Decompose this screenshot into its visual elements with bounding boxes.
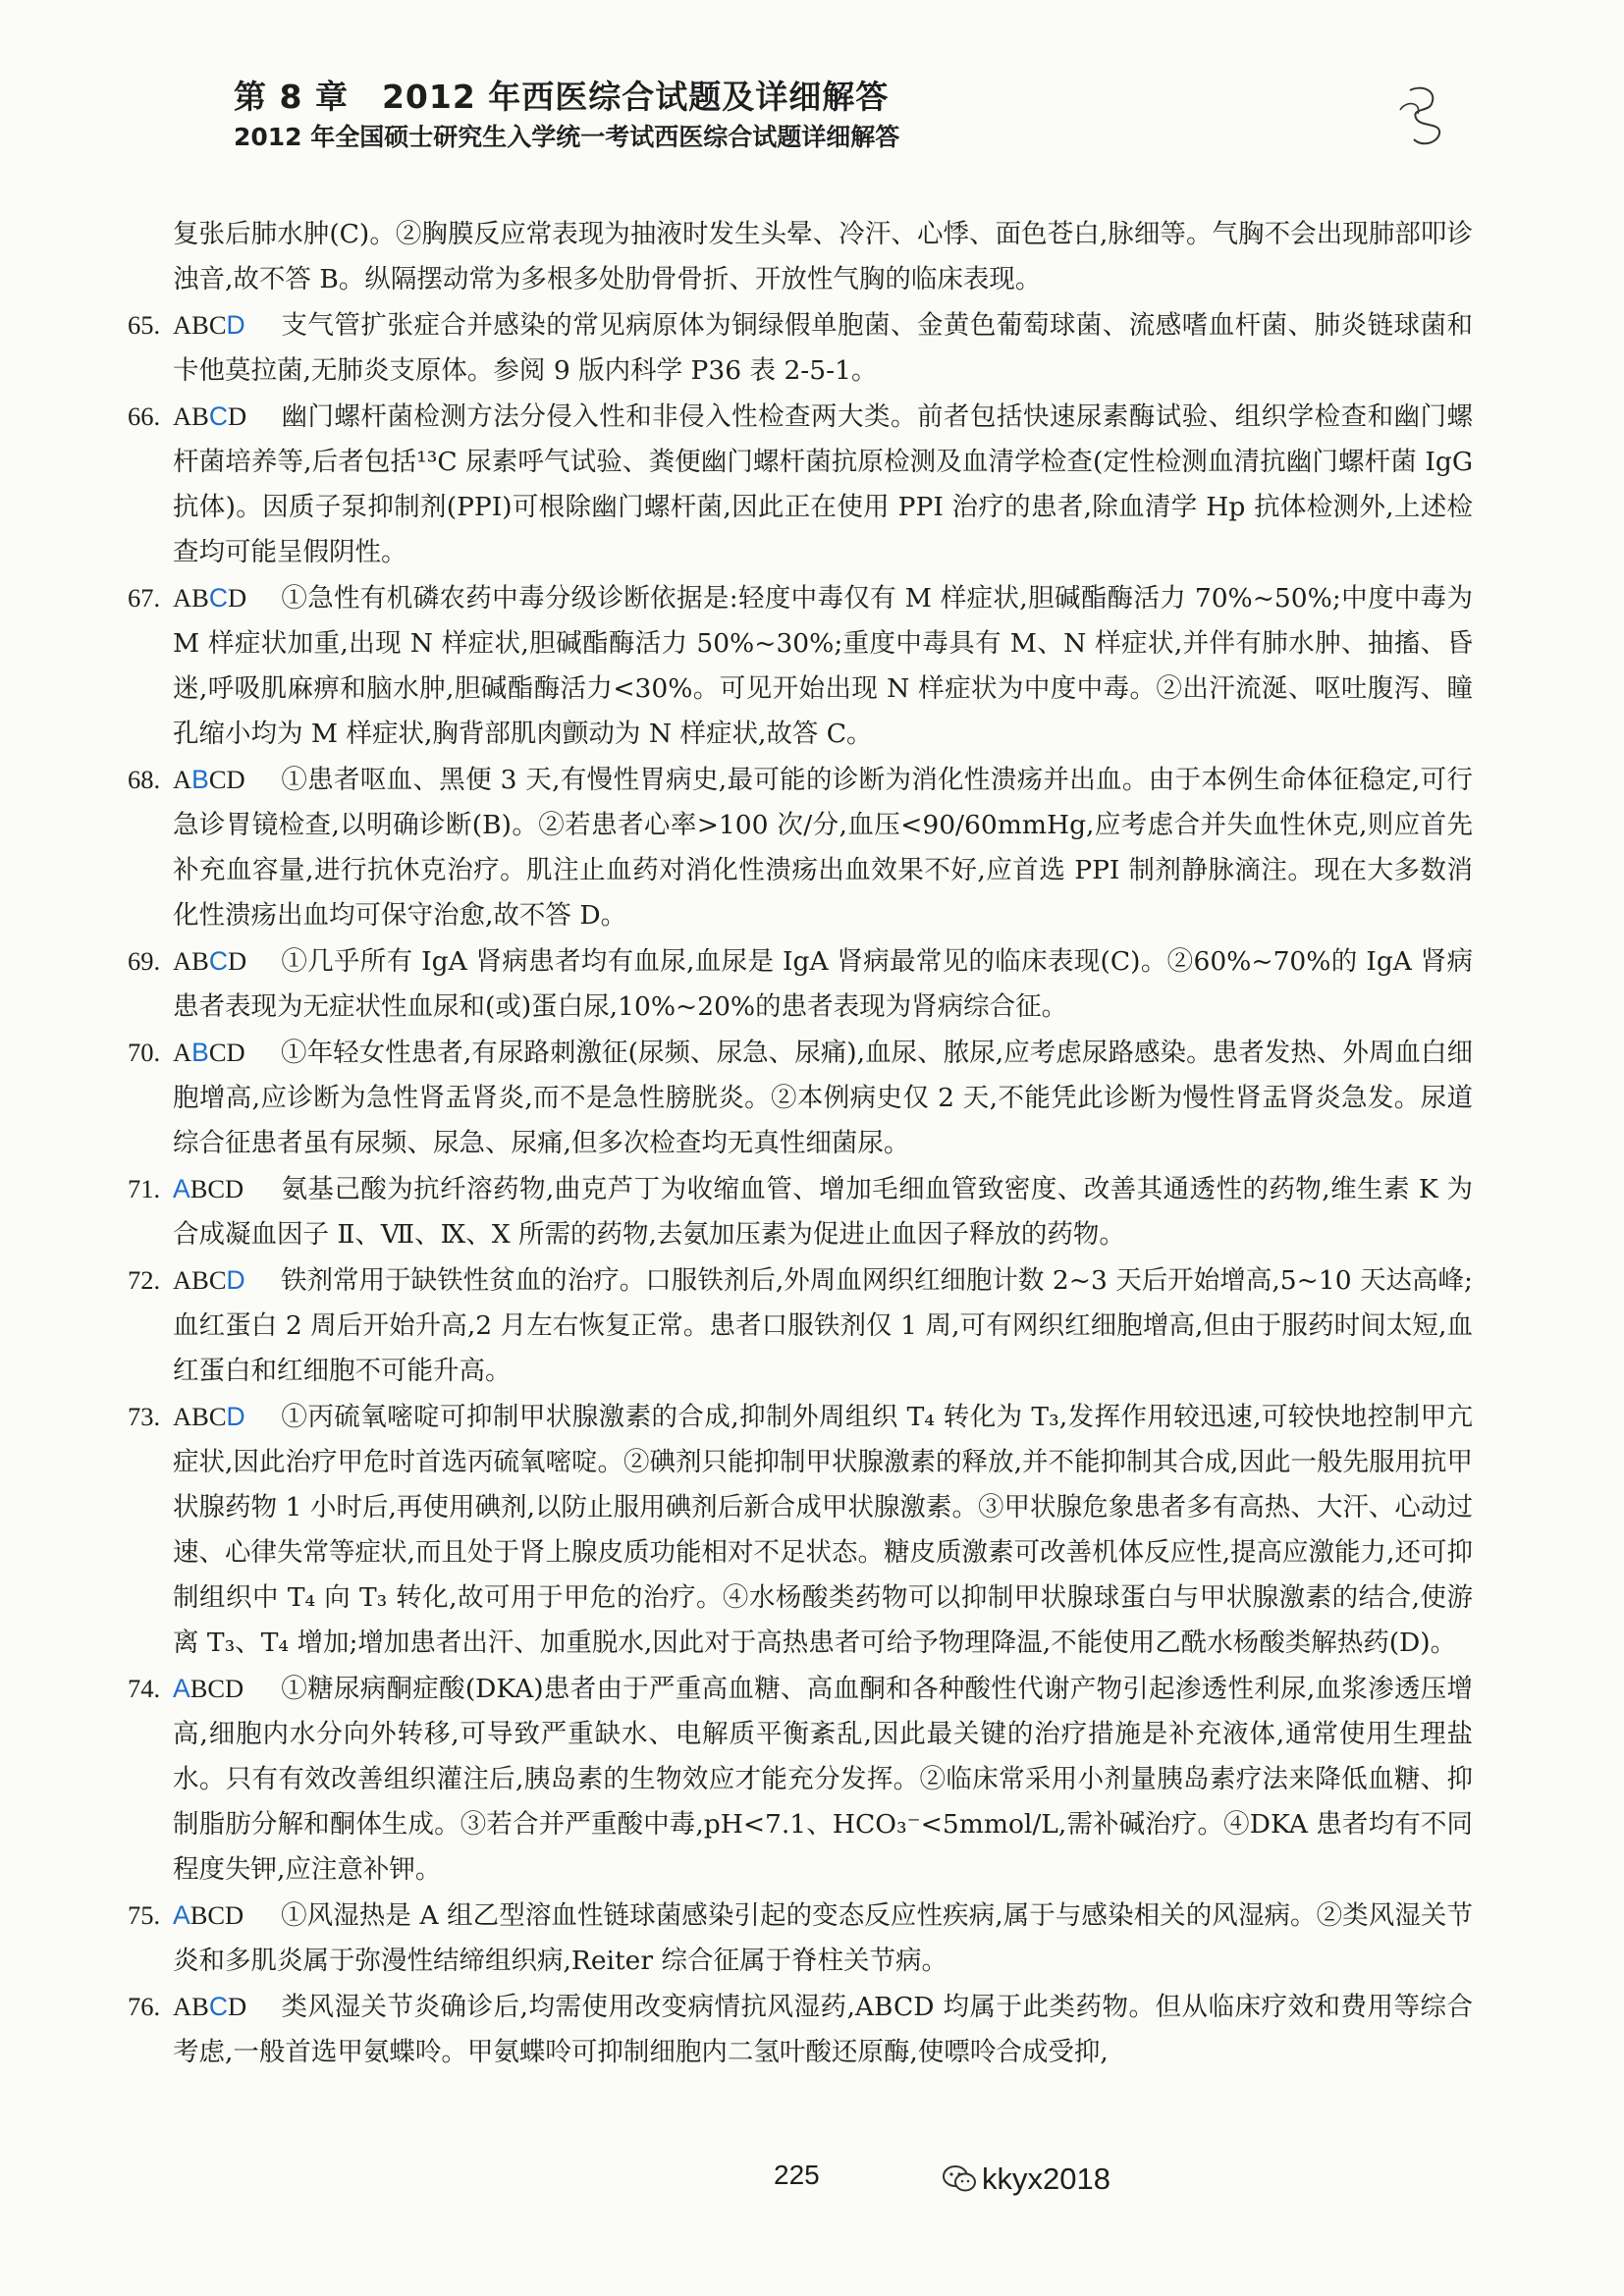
answer-options [173, 1394, 281, 1439]
question-number: 66. [128, 401, 161, 431]
question-number: 68. [128, 765, 161, 794]
explanation-block [173, 575, 1473, 757]
answer-options [173, 938, 281, 984]
explanation-text: ①患者呕血、黑便 3 天,有慢性胃病史,最可能的诊断为消化性溃疡并出血。由于本例生命体征稳定,可行急诊胃镜检查,以明确诊断(B)。②若患者心率>100 次/分,血压<90/60mmHg,应考虑合并失血性休克,则应首先补充血容量,进行抗休克治疗。肌注止血药对消化性溃疡出血效果不好,应首选 PPI 制剂静脉滴注。现在大多数消化性溃疡出血均可保守治愈,故不答 D。 [173, 765, 1473, 931]
answer-options [173, 302, 281, 347]
answer-item [128, 302, 1473, 394]
wechat-id: kkyx2018 [982, 2162, 1110, 2196]
explanation-text: 幽门螺杆菌检测方法分侵入性和非侵入性检查两大类。前者包括快速尿素酶试验、组织学检查和幽门螺杆菌培养等,后者包括¹³C 尿素呼气试验、粪便幽门螺杆菌抗原检测及血清学检查(定性检测血清抗幽门螺杆菌 IgG 抗体)。因质子泵抑制剂(PPI)可根除幽门螺杆菌,因此正在使用 PPI 治疗的患者,除血清学 Hp 抗体检测外,上述检查均可能呈假阴性。 [173, 401, 1473, 567]
question-number: 71. [128, 1174, 161, 1203]
explanation-block [173, 1166, 1473, 1257]
correct-answer-mark: C [208, 946, 228, 976]
wechat-watermark [943, 2162, 1110, 2197]
option-letters: AB [173, 946, 209, 976]
explanation-text: ①几乎所有 IgA 肾病患者均有血尿,血尿是 IgA 肾病最常见的临床表现(C)。②60%~70%的 IgA 肾病患者表现为无症状性血尿和(或)蛋白尿,10%~20%的患者表现为肾病综合征。 [173, 946, 1473, 1022]
answer-options [173, 1030, 281, 1075]
option-letters: ABC [173, 1402, 227, 1431]
answer-item [128, 1984, 1473, 2075]
option-letters: A [173, 765, 192, 794]
question-number: 74. [128, 1674, 161, 1703]
answer-item [128, 1257, 1473, 1394]
correct-answer-mark: C [208, 1992, 228, 2021]
answer-options [173, 757, 281, 802]
answer-item [128, 1030, 1473, 1166]
answer-item [128, 757, 1473, 938]
answer-options [173, 1984, 281, 2029]
page-number: 225 [774, 2160, 820, 2190]
option-letters: BCD [189, 1174, 244, 1203]
exam-subtitle: 2012 年全国硕士研究生入学统一考试西医综合试题详细解答 [234, 123, 900, 151]
correct-answer-mark: C [208, 401, 228, 431]
explanation-text: ①急性有机磷农药中毒分级诊断依据是:轻度中毒仅有 M 样症状,胆碱酯酶活力 70%~50%;中度中毒为 M 样症状加重,出现 N 样症状,胆碱酯酶活力 50%~30%;重度中毒具有 M、N 样症状,并伴有肺水肿、抽搐、昏迷,呼吸肌麻痹和脑水肿,胆碱酯酶活力<30%。可见开始出现 N 样症状为中度中毒。②出汗流涎、呕吐腹泻、瞳孔缩小均为 M 样症状,胸背部肌肉颤动为 N 样症状,故答 C。 [173, 583, 1473, 749]
option-letters: D [227, 401, 247, 431]
explanation-block [173, 1893, 1473, 1984]
answer-item [128, 1394, 1473, 1666]
option-letters: AB [173, 583, 209, 613]
explanation-block [173, 1257, 1473, 1394]
option-letters: CD [208, 765, 245, 794]
option-letters: D [227, 946, 247, 976]
question-number: 76. [128, 1992, 161, 2021]
option-letters: ABC [173, 310, 227, 340]
explanation-text: 支气管扩张症合并感染的常见病原体为铜绿假单胞菌、金黄色葡萄球菌、流感嗜血杆菌、肺炎链球菌和卡他莫拉菌,无肺炎支原体。参阅 9 版内科学 P36 表 2-5-1。 [173, 310, 1473, 386]
answer-item [128, 575, 1473, 757]
explanation-text: 氨基己酸为抗纤溶药物,曲克芦丁为收缩血管、增加毛细血管致密度、改善其通透性的药物,维生素 K 为合成凝血因子 Ⅱ、Ⅶ、Ⅸ、Ⅹ 所需的药物,去氨加压素为促进止血因子释放的药物。 [173, 1174, 1473, 1250]
question-number: 69. [128, 946, 161, 976]
option-letters: AB [173, 401, 209, 431]
option-letters: BCD [189, 1900, 244, 1930]
correct-answer-mark: A [173, 1174, 190, 1203]
answer-options [173, 1166, 281, 1211]
explanation-text: 铁剂常用于缺铁性贫血的治疗。口服铁剂后,外周血网织红细胞计数 2~3 天后开始增高,5~10 天达高峰;血红蛋白 2 周后开始升高,2 月左右恢复正常。患者口服铁剂仅 1 周,可有网织红细胞增高,但由于服药时间太短,血红蛋白和红细胞不可能升高。 [173, 1265, 1473, 1386]
question-number: 67. [128, 583, 161, 613]
explanation-text: ①年轻女性患者,有尿路刺激征(尿频、尿急、尿痛),血尿、脓尿,应考虑尿路感染。患者发热、外周血白细胞增高,应诊断为急性肾盂肾炎,而不是急性膀胱炎。②本例病史仅 2 天,不能凭此诊断为慢性肾盂肾炎急发。尿道综合征患者虽有尿频、尿急、尿痛,但多次检查均无真性细菌尿。 [173, 1038, 1473, 1158]
option-letters: A [173, 1038, 192, 1067]
question-number: 73. [128, 1402, 161, 1431]
option-letters: ABC [173, 1265, 227, 1295]
correct-answer-mark: A [173, 1900, 190, 1930]
correct-answer-mark: D [226, 1265, 245, 1295]
answer-item [128, 1666, 1473, 1893]
explanation-text: ①糖尿病酮症酸(DKA)患者由于严重高血糖、高血酮和各种酸性代谢产物引起渗透性利尿,血浆渗透压增高,细胞内水分向外转移,可导致严重缺水、电解质平衡紊乱,因此最关键的治疗措施是补充液体,通常使用生理盐水。只有有效改善组织灌注后,胰岛素的生物效应才能充分发挥。②临床常采用小剂量胰岛素疗法来降低血糖、抑制脂肪分解和酮体生成。③若合并严重酸中毒,pH<7.1、HCO₃⁻<5mmol/L,需补碱治疗。④DKA 患者均有不同程度失钾,应注意补钾。 [173, 1674, 1473, 1885]
explanation-text: ①丙硫氧嘧啶可抑制甲状腺激素的合成,抑制外周组织 T₄ 转化为 T₃,发挥作用较迅速,可较快地控制甲亢症状,因此治疗甲危时首选丙硫氧嘧啶。②碘剂只能抑制甲状腺激素的释放,并不能抑制其合成,因此一般先服用抗甲状腺药物 1 小时后,再使用碘剂,以防止服用碘剂后新合成甲状腺激素。③甲状腺危象患者多有高热、大汗、心动过速、心律失常等症状,而且处于肾上腺皮质功能相对不足状态。糖皮质激素可改善机体反应性,提高应激能力,还可抑制组织中 T₄ 向 T₃ 转化,故可用于甲危的治疗。④水杨酸类药物可以抑制甲状腺球蛋白与甲状腺激素的结合,使游离 T₃、T₄ 增加;增加患者出汗、加重脱水,因此对于高热患者可给予物理降温,不能使用乙酰水杨酸类解热药(D)。 [173, 1402, 1473, 1658]
question-number: 70. [128, 1038, 161, 1067]
option-letters: AB [173, 1992, 209, 2021]
explanation-block [173, 1394, 1473, 1666]
wechat-icon [943, 2164, 976, 2194]
answer-item [128, 394, 1473, 575]
explanation-block [173, 394, 1473, 575]
correct-answer-mark: A [173, 1674, 190, 1703]
question-number: 72. [128, 1265, 161, 1295]
answer-options [173, 1666, 281, 1711]
answer-options [173, 1893, 281, 1938]
option-letters: BCD [189, 1674, 244, 1703]
answer-list [128, 302, 1473, 2075]
explanation-block [173, 1666, 1473, 1893]
option-letters: D [227, 583, 247, 613]
handwritten-mark-icon [1392, 82, 1451, 155]
continued-paragraph: 复张后肺水肿(C)。②胸膜反应常表现为抽液时发生头晕、冷汗、心悸、面色苍白,脉细等。气胸不会出现肺部叩诊浊音,故不答 B。纵隔摆动常为多根多处肋骨骨折、开放性气胸的临床表现。 [173, 219, 1473, 294]
correct-answer-mark: D [226, 310, 245, 340]
correct-answer-mark: B [191, 1038, 209, 1067]
explanation-block [173, 302, 1473, 394]
question-number: 65. [128, 310, 161, 340]
answer-options [173, 394, 281, 439]
option-letters: CD [208, 1038, 245, 1067]
answer-options [173, 575, 281, 620]
correct-answer-mark: D [226, 1402, 245, 1431]
chapter-title: 第 8 章 2012 年西医综合试题及详细解答 [234, 78, 890, 116]
answer-item [128, 1166, 1473, 1257]
explanation-text: ①风湿热是 A 组乙型溶血性链球菌感染引起的变态反应性疾病,属于与感染相关的风湿病。②类风湿关节炎和多肌炎属于弥漫性结缔组织病,Reiter 综合征属于脊柱关节病。 [173, 1900, 1473, 1976]
explanation-text: 类风湿关节炎确诊后,均需使用改变病情抗风湿药,ABCD 均属于此类药物。但从临床疗效和费用等综合考虑,一般首选甲氨蝶呤。甲氨蝶呤可抑制细胞内二氢叶酸还原酶,使嘌呤合成受抑, [173, 1992, 1473, 2067]
explanation-block [173, 757, 1473, 938]
answer-options [173, 1257, 281, 1303]
explanation-block [173, 1984, 1473, 2075]
answer-item [128, 938, 1473, 1030]
correct-answer-mark: B [191, 765, 209, 794]
answer-item [128, 1893, 1473, 1984]
page-header [234, 75, 1412, 155]
explanation-block [173, 1030, 1473, 1166]
explanation-block [173, 938, 1473, 1030]
correct-answer-mark: C [208, 583, 228, 613]
answer-content [128, 212, 1473, 2075]
question-number: 75. [128, 1900, 161, 1930]
option-letters: D [227, 1992, 247, 2021]
